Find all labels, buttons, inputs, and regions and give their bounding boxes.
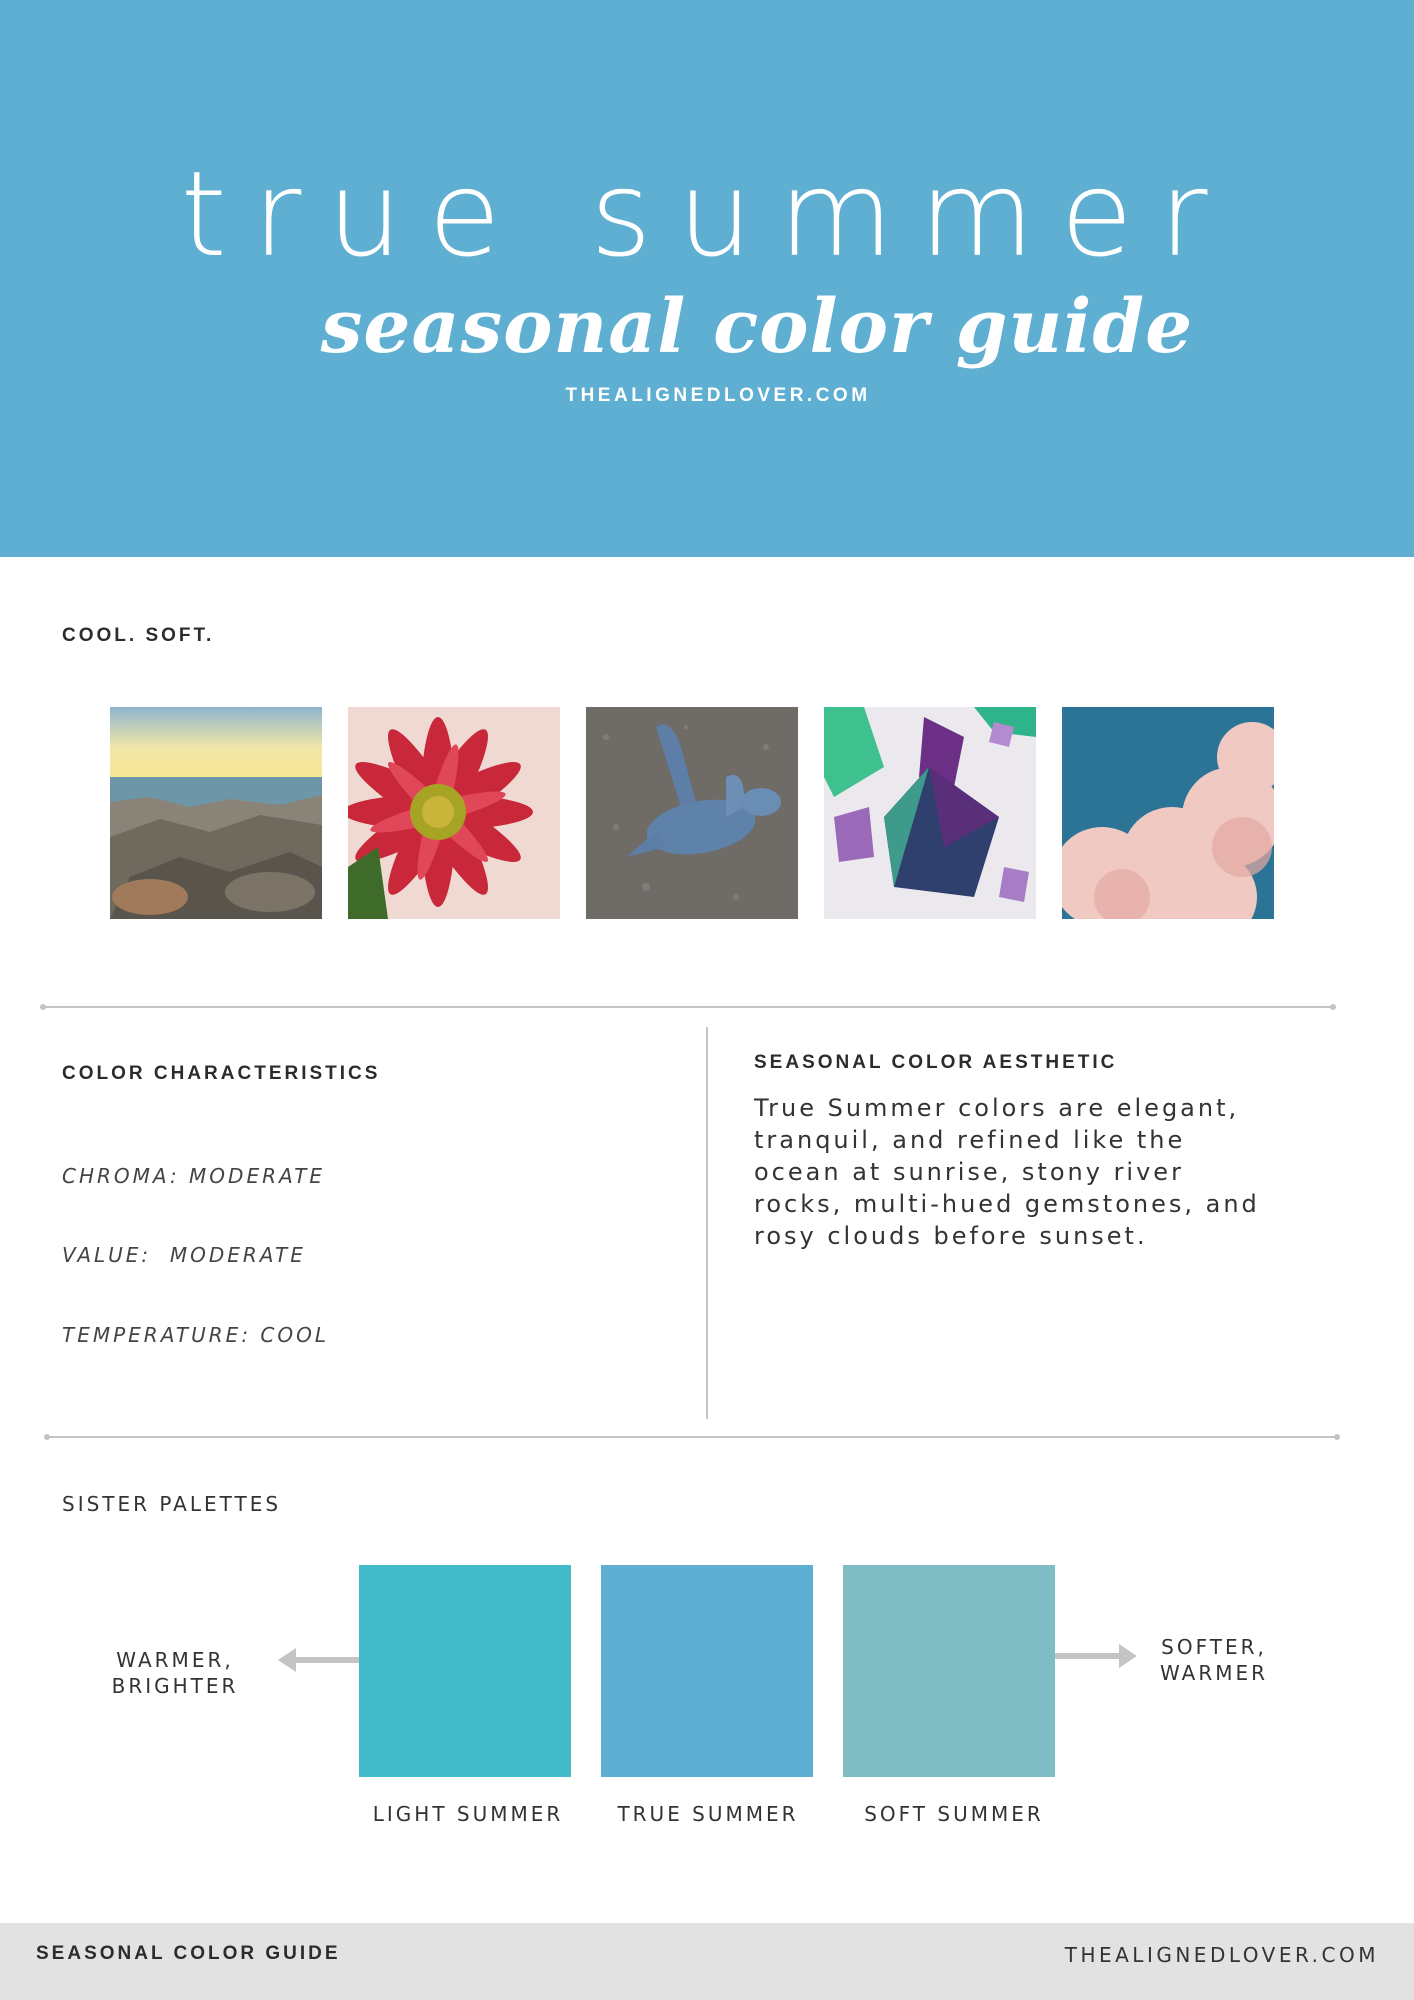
divider-dot <box>1330 1004 1336 1010</box>
swatch-label-light-summer: LIGHT SUMMER <box>372 1802 564 1826</box>
page-subtitle: seasonal color guide <box>320 284 1194 370</box>
aesthetic-line: rosy clouds before sunset. <box>754 1222 1148 1250</box>
gemstones-photo <box>824 707 1036 919</box>
column-divider <box>706 1027 708 1419</box>
warmer-brighter-note <box>85 1647 265 1699</box>
value-value: VALUE: MODERATE <box>62 1243 306 1267</box>
aesthetic-line: ocean at sunrise, stony river <box>754 1158 1184 1186</box>
page-title: true summer <box>180 145 1234 283</box>
divider-bottom <box>47 1436 1337 1438</box>
swatch-soft-summer <box>843 1565 1055 1777</box>
note-line: WARMER, <box>116 1648 234 1672</box>
sister-palettes-heading: SISTER PALETTES <box>62 1492 282 1516</box>
aesthetic-line: tranquil, and refined like the <box>754 1126 1186 1154</box>
rosy-clouds-photo <box>1062 707 1274 919</box>
header-site-name: THEALIGNEDLOVER.COM <box>565 385 871 406</box>
divider-dot <box>1334 1434 1340 1440</box>
swatch-label-true-summer: TRUE SUMMER <box>617 1802 799 1826</box>
chroma-value: CHROMA: MODERATE <box>62 1164 326 1188</box>
aesthetic-line: rocks, multi-hued gemstones, and <box>754 1190 1260 1218</box>
arrow-left-icon <box>276 1645 360 1675</box>
note-line: BRIGHTER <box>111 1674 239 1698</box>
divider-top <box>43 1006 1333 1008</box>
swatch-light-summer <box>359 1565 571 1777</box>
baby-turtle-photo <box>586 707 798 919</box>
ocean-sunrise-photo <box>110 707 322 919</box>
aesthetic-description <box>754 1092 1354 1252</box>
divider-dot <box>40 1004 46 1010</box>
note-line: SOFTER, <box>1161 1635 1267 1659</box>
characteristics-heading: COLOR CHARACTERISTICS <box>62 1063 381 1084</box>
red-flower-photo <box>348 707 560 919</box>
temperature-value: TEMPERATURE: COOL <box>62 1323 330 1347</box>
footer-title: SEASONAL COLOR GUIDE <box>36 1943 341 1964</box>
softer-warmer-note <box>1124 1634 1304 1686</box>
divider-dot <box>44 1434 50 1440</box>
footer-site: THEALIGNEDLOVER.COM <box>1064 1943 1379 1967</box>
aesthetic-heading: SEASONAL COLOR AESTHETIC <box>754 1052 1118 1073</box>
tagline: COOL. SOFT. <box>62 625 215 646</box>
swatch-true-summer <box>601 1565 813 1777</box>
note-line: WARMER <box>1159 1661 1269 1685</box>
swatch-label-soft-summer: SOFT SUMMER <box>864 1802 1044 1826</box>
aesthetic-line: True Summer colors are elegant, <box>754 1094 1240 1122</box>
